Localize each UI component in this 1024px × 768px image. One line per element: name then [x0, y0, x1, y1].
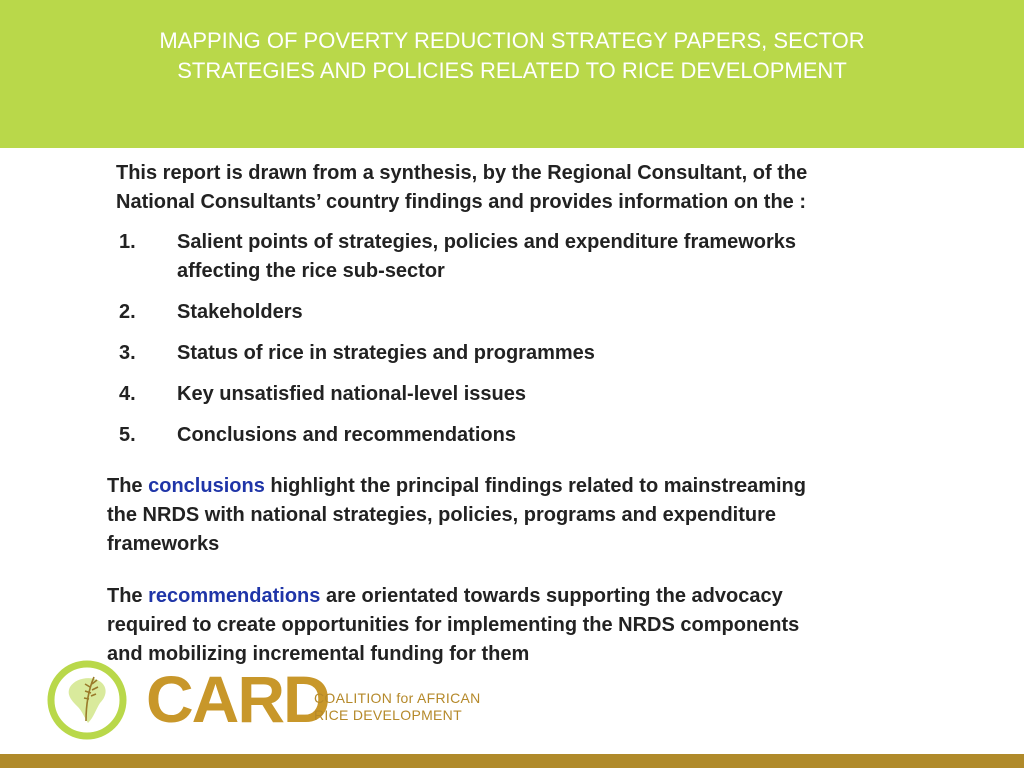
list-item	[119, 298, 979, 327]
recommendations-line-3: and mobilizing incremental funding for them	[107, 643, 530, 665]
intro-line-2: National Consultants’ country findings and provides information on the :	[116, 191, 807, 213]
list-item	[119, 339, 979, 368]
list-item-number: 2.	[119, 301, 136, 323]
list-item-number: 4.	[119, 383, 136, 405]
card-subtitle-line-2: RICE DEVELOPMENT	[314, 707, 462, 723]
rice-africa-emblem-icon	[42, 657, 132, 743]
list-item-number: 3.	[119, 342, 136, 364]
title-line-1: MAPPING OF POVERTY REDUCTION STRATEGY PAPERS, SECTOR	[159, 28, 865, 53]
conclusions-paragraph	[107, 472, 977, 559]
list-item-text: Conclusions and recommendations	[177, 424, 516, 446]
list-item-number: 1.	[119, 231, 136, 253]
list-item-text-line-2: affecting the rice sub-sector	[177, 260, 445, 282]
list-item-text: Stakeholders	[177, 301, 303, 323]
conclusions-rest: highlight the principal findings related to mainstreaming	[264, 475, 806, 497]
conclusions-line-3: frameworks	[107, 533, 220, 555]
list-item	[119, 421, 979, 450]
card-subtitle	[314, 690, 481, 724]
conclusions-highlight: conclusions	[148, 475, 265, 497]
header-banner	[0, 0, 1024, 148]
conclusions-line-2: the NRDS with national strategies, policies, programs and expenditure	[107, 504, 777, 526]
footer-bar	[0, 754, 1024, 768]
recommendations-paragraph	[107, 582, 977, 669]
card-wordmark: CARD	[146, 662, 329, 736]
list-item-text: Key unsatisfied national-level issues	[177, 383, 527, 405]
list-item-text-line-1: Salient points of strategies, policies and expenditure frameworks	[177, 231, 797, 253]
card-subtitle-line-1: COALITION for AFRICAN	[314, 690, 481, 706]
recommendations-line-1	[107, 582, 977, 611]
list-item	[119, 228, 979, 286]
recommendations-highlight: recommendations	[148, 585, 321, 607]
recommendations-line-2: required to create opportunities for implementing the NRDS components	[107, 614, 800, 636]
conclusions-line-1	[107, 472, 977, 501]
list-item-text	[177, 228, 979, 286]
list-item	[119, 380, 979, 409]
list-item-text: Status of rice in strategies and programmes	[177, 342, 595, 364]
intro-paragraph	[116, 159, 976, 217]
page-title	[0, 26, 1024, 86]
intro-line-1: This report is drawn from a synthesis, by the Regional Consultant, of the	[116, 162, 808, 184]
recommendations-prefix: The	[107, 585, 149, 607]
recommendations-rest: are orientated towards supporting the advocacy	[320, 585, 783, 607]
topics-list	[119, 228, 979, 462]
conclusions-prefix: The	[107, 475, 149, 497]
list-item-number: 5.	[119, 424, 136, 446]
title-line-2: STRATEGIES AND POLICIES RELATED TO RICE DEVELOPMENT	[177, 58, 847, 83]
